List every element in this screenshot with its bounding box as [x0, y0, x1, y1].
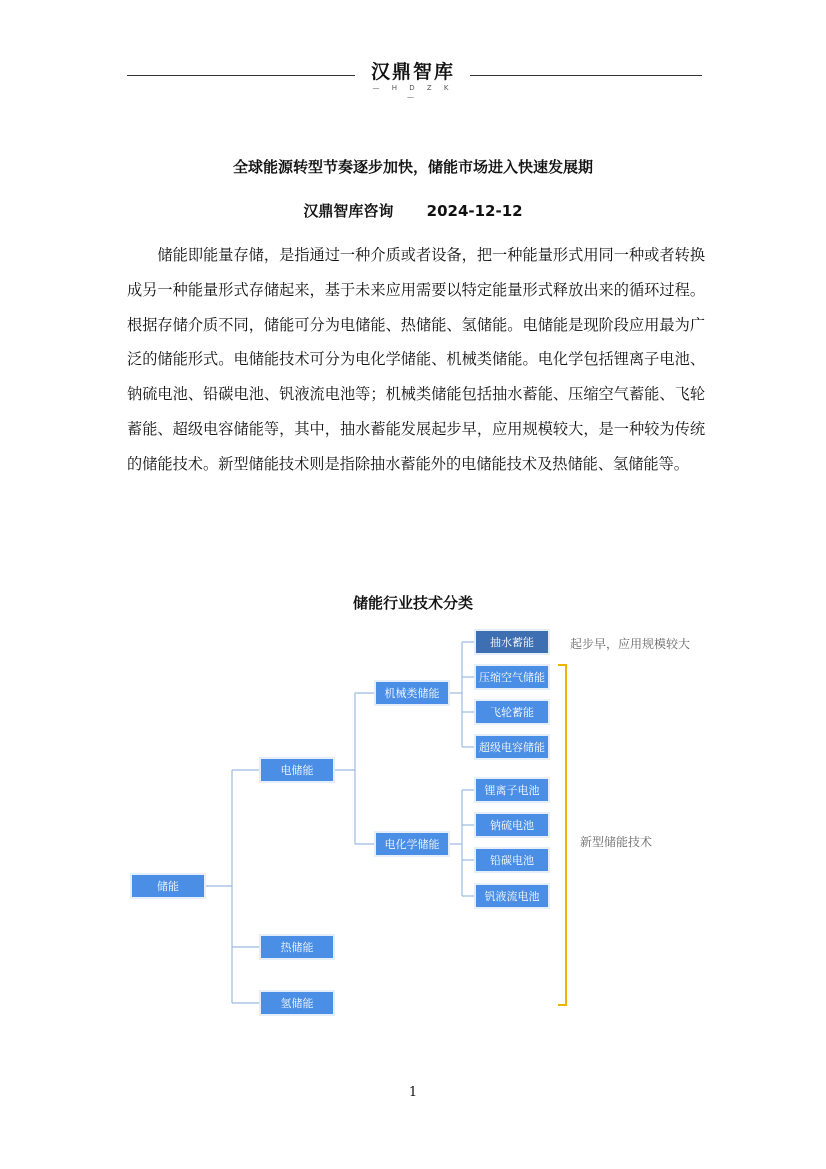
- header-rule-left: [127, 75, 355, 76]
- figure-title: 储能行业技术分类: [352, 594, 473, 612]
- node-thermal-storage: 热储能: [261, 936, 333, 958]
- article-title: 全球能源转型节奏逐步加快，储能市场进入快速发展期: [232, 158, 593, 176]
- node-electrochemical-storage: 电化学储能: [376, 833, 448, 855]
- node-supercapacitor: 超级电容储能: [476, 736, 548, 758]
- note-new-storage: 新型储能技术: [580, 835, 653, 849]
- logo-subtext: — H D Z K —: [372, 84, 454, 101]
- node-mechanical-storage: 机械类储能: [376, 682, 448, 704]
- node-pumped-hydro: 抽水蓄能: [476, 631, 548, 653]
- node-compressed-air: 压缩空气储能: [476, 666, 548, 688]
- new-storage-bracket: [558, 665, 566, 1005]
- body-paragraph: 储能即能量存储，是指通过一种介质或者设备，把一种能量形式用同一种或者转换成另一种能量形式存储起来，基于未来应用需要以特定能量形式释放出来的循环过程。根据存储介质不同，储能可分为电储能、热储能、氢储能。电储能是现阶段应用最为广泛的储能形式。电储能技术可分为电化学储能、机械类储能。电化学包括锂离子电池、钠硫电池、铅碳电池、钒液流电池等；机械类储能包括抽水蓄能、压缩空气蓄能、飞轮蓄能、超级电容储能等，其中，抽水蓄能发展起步早，应用规模较大，是一种较为传统的储能技术。新型储能技术则是指除抽水蓄能外的电储能技术及热储能、氢储能等。: [127, 246, 705, 473]
- logo-text: 汉鼎智库: [370, 61, 455, 83]
- node-hydrogen-storage: 氢储能: [261, 992, 333, 1014]
- note-pumped-hydro: 起步早，应用规模较大: [570, 637, 691, 651]
- node-lithium-ion: 锂离子电池: [476, 779, 548, 801]
- node-flywheel: 飞轮蓄能: [476, 701, 548, 723]
- page-number: 1: [408, 1085, 418, 1100]
- node-sodium-sulfur: 钠硫电池: [476, 814, 548, 836]
- byline: [0, 200, 826, 221]
- logo: [363, 60, 463, 102]
- node-root: 储能: [132, 875, 204, 897]
- classification-diagram: [120, 620, 720, 1030]
- node-vanadium-flow: 钒液流电池: [476, 885, 548, 907]
- node-lead-carbon: 铅碳电池: [476, 849, 548, 871]
- node-electrical-storage: 电储能: [261, 759, 333, 781]
- author: 汉鼎智库咨询: [303, 202, 394, 220]
- header-rule-right: [470, 75, 702, 76]
- date: 2024-12-12: [426, 202, 523, 220]
